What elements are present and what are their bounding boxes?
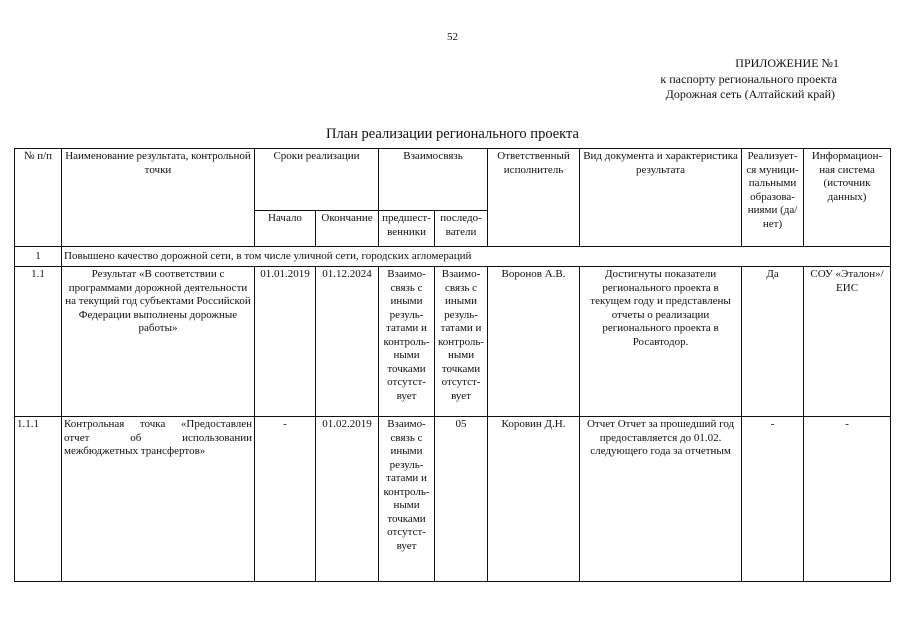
header-municipal: Реализует-ся муници-пальными образова-ниями (да/нет) [742,149,804,247]
row-end: 01.02.2019 [316,417,379,582]
row-infosystem: СОУ «Эталон»/ ЕИС [804,267,891,417]
table-row [15,417,891,582]
appendix-line-2: к паспорту регионального проекта [660,71,837,86]
document-title: План реализации регионального проекта [326,126,579,142]
section-title: Повышено качество дорожной сети, в том числе уличной сети, городских агломераций [62,247,891,267]
header-row-1 [15,149,891,211]
row-responsible: Коровин Д.Н. [488,417,580,582]
row-start: - [255,417,316,582]
section-row [15,247,891,267]
implementation-plan-table [14,148,891,582]
row-end: 01.12.2024 [316,267,379,417]
header-num: № п/п [15,149,62,247]
row-predecessors: Взаимо-связь с иными резуль-татами и контроль-ными точками отсутст-вует [379,267,435,417]
header-end: Окончание [316,211,379,247]
row-start: 01.01.2019 [255,267,316,417]
row-num: 1.1 [15,267,62,417]
page-number: 52 [447,31,458,43]
header-document: Вид документа и характеристика результата [580,149,742,247]
header-deadlines: Сроки реализации [255,149,379,211]
appendix-line-3: Дорожная сеть (Алтайский край) [665,87,835,101]
row-name: Результат «В соответствии с программами дорожной деятельности на текущий год субъектами Российской Федерации выполнены дорожные работы» [62,267,255,417]
appendix-line-1: ПРИЛОЖЕНИЕ №1 [735,56,839,70]
row-infosystem: - [804,417,891,582]
row-responsible: Воронов А.В. [488,267,580,417]
header-successors: последо-ватели [435,211,488,247]
row-successors: 05 [435,417,488,582]
header-name: Наименование результата, контрольной точки [62,149,255,247]
row-successors: Взаимо-связь с иными резуль-татами и контроль-ными точками отсутст-вует [435,267,488,417]
header-start: Начало [255,211,316,247]
row-predecessors: Взаимо-связь с иными резуль-татами и контроль-ными точками отсутст-вует [379,417,435,582]
row-document: Достигнуты показатели регионального проекта в текущем году и представлены отчеты о реализации регионального проекта в Росавтодор. [580,267,742,417]
header-relation: Взаимосвязь [379,149,488,211]
row-municipal: - [742,417,804,582]
header-predecessors: предшест-венники [379,211,435,247]
header-responsible: Ответственный исполнитель [488,149,580,247]
table-row [15,267,891,417]
section-num: 1 [15,247,62,267]
row-document: Отчет Отчет за прошедший год предоставляется до 01.02. следующего года за отчетным [580,417,742,582]
row-municipal: Да [742,267,804,417]
appendix-header [599,56,839,103]
header-infosystem: Информацион-ная система (источник данных) [804,149,891,247]
row-name: Контрольная точка «Предоставлен отчет об использовании межбюджетных трансфертов» [62,417,255,582]
row-num: 1.1.1 [15,417,62,582]
